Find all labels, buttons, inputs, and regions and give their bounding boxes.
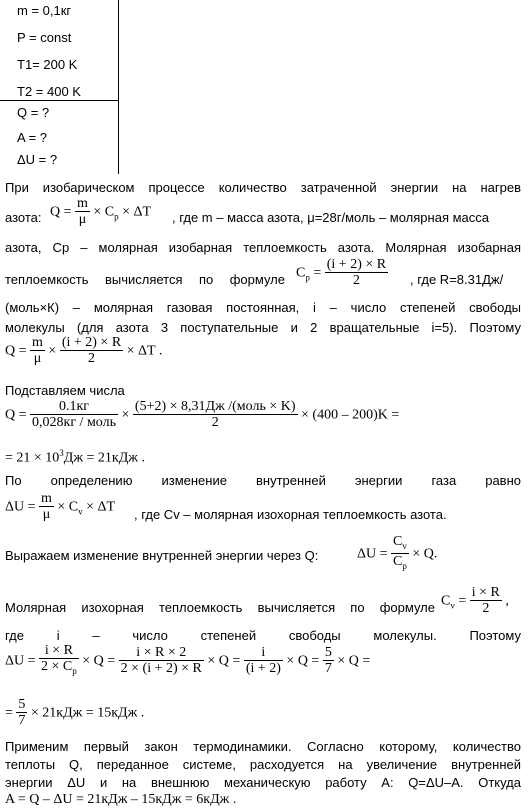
text-line-19: теплоты Q, переданное системе, расходуется на увеличение внутренней: [5, 757, 521, 772]
formula-du-result: = $\frac{5}{7}$ × 21кДж = 15кДж .: [5, 697, 145, 728]
formula-q-expanded: Q = $\frac{m}{\mu}$ × $\frac{(i + 2) \times R}{2}$ × ΔT .: [5, 335, 163, 366]
text-line-14: Молярная изохорная теплоемкость вычисляется по формуле: [5, 600, 435, 615]
given-divider-horizontal: [0, 100, 119, 101]
given-mass: m = 0,1кг: [17, 3, 72, 18]
text-line-11: По определению изменение внутренней энергии газа равно: [5, 473, 521, 488]
formula-du-via-q: ΔU = $\frac{C_v}{C_p}$ × Q.: [357, 534, 438, 571]
given-divider-vertical: [118, 0, 119, 174]
formula-q-result: = $21 \times 10^3Дж = 21кДж$ .: [5, 448, 145, 466]
formula-cv: $C_v$ = $\frac{i \times R}{2}$ ,: [441, 585, 509, 616]
text-line-1: При изобарическом процессе количество затраченной энергии на нагрев: [5, 180, 521, 195]
formula-cp: $C_p$ = $\frac{(i + 2) \times R}{2}$: [296, 257, 387, 288]
formula-du-definition: ΔU = $\frac{m}{\mu}$ × $C_v \times \Delta T$: [5, 491, 116, 522]
formula-q-numeric: Q = $\frac{0.1кг}{\text{0,028кг / моль}}$ × $\frac{\text{(5+2) × 8,31Дж /(моль × K)}}{2}$ × (400 – 200)K =: [5, 399, 400, 430]
text-line-18: Применим первый закон термодинамики. Согласно которому, количество: [5, 739, 521, 754]
unknown-q: Q = ?: [17, 105, 50, 120]
formula-a-result: A = Q – ΔU = 21кДж – 15кДж = 6кДж .: [5, 792, 237, 807]
unknown-du: ΔU = ?: [17, 152, 58, 167]
given-t2: T2 = 400 K: [17, 84, 81, 99]
text-line-13: Выражаем изменение внутренней энергии через Q:: [5, 548, 319, 563]
formula-du-derivation: ΔU = $\frac{i \times R}{2 \times C_p}$ × Q = $\frac{i \times R \times 2}{2 \times (i + 2) \times R}$ × Q = $\frac{i}{(i + 2)}$ × Q = $\frac{5}{7}$ × Q =: [5, 643, 371, 676]
unknown-a: A = ?: [17, 130, 47, 145]
given-pressure: P = const: [17, 30, 72, 45]
text-line-2-start: азота:: [5, 210, 42, 225]
text-line-2-end: , где m – масса азота, μ=28г/моль – молярная масса: [172, 210, 489, 225]
given-t1: T1= 200 K: [17, 57, 78, 72]
text-line-4-end: , где R=8.31Дж/: [410, 272, 504, 287]
text-line-8: Подставляем числа: [5, 383, 125, 398]
text-line-20: энергии ΔU и на внешнюю механическую работу А: Q=ΔU–A. Откуда: [5, 775, 521, 790]
given-block: [0, 0, 120, 174]
text-line-3: азота, Cp – молярная изобарная теплоемкость азота. Молярная изобарная: [5, 240, 521, 255]
text-line-12-end: , где Cv – молярная изохорная теплоемкость азота.: [134, 507, 447, 522]
text-line-5: (моль×К) – молярная газовая постоянная, i – число степеней свободы: [5, 300, 521, 315]
text-line-6: молекулы (для азота 3 поступательные и 2 вращательные i=5). Поэтому: [5, 320, 521, 335]
text-line-15: где i – число степеней свободы молекулы. Поэтому: [5, 628, 521, 643]
formula-q-definition: Q = $\frac{m}{\mu}$ × $C_p \times \Delta T$: [50, 196, 152, 227]
text-line-4-start: теплоемкость вычисляется по формуле: [5, 272, 285, 287]
